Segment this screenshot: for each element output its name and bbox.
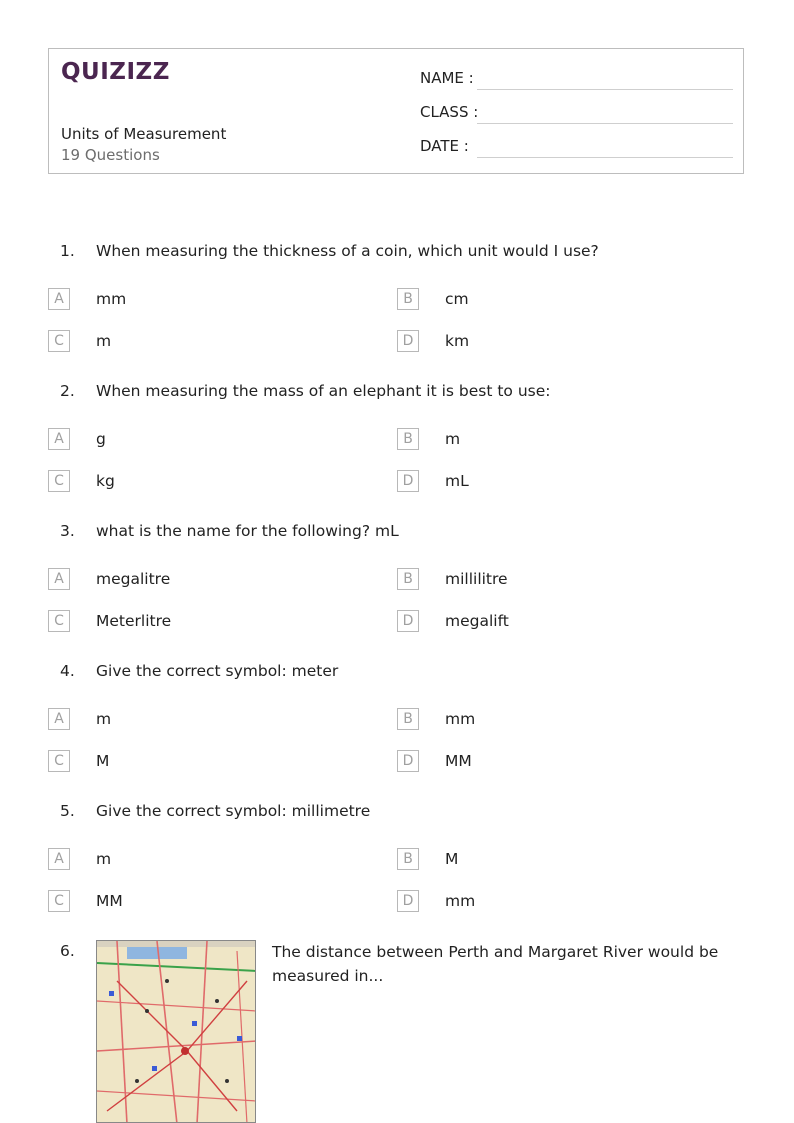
question-number: 3. [60,522,75,540]
option-letter-box[interactable]: C [48,890,70,912]
option-text: MM [445,752,472,770]
worksheet-title: Units of Measurement [61,125,227,143]
option-letter-box[interactable]: D [397,750,419,772]
map-graphic [97,941,256,1123]
option-text: m [96,332,112,350]
option-letter-box[interactable]: B [397,848,419,870]
option-text: km [445,332,470,350]
option-letter-box[interactable]: A [48,568,70,590]
option-text: megalift [445,612,509,630]
question-number: 4. [60,662,75,680]
option-letter-box[interactable]: B [397,288,419,310]
option-text: kg [96,472,115,490]
question-number: 5. [60,802,75,820]
question-count: 19 Questions [61,146,160,164]
option-text: M [445,850,459,868]
option-text: mm [445,892,476,910]
option-letter-box[interactable]: D [397,330,419,352]
option-letter-box[interactable]: A [48,848,70,870]
option-letter-box[interactable]: B [397,708,419,730]
option-text: mm [96,290,127,308]
option-letter-box[interactable]: D [397,890,419,912]
option-letter-box[interactable]: C [48,470,70,492]
question-number: 1. [60,242,75,260]
date-line[interactable] [477,157,733,158]
option-letter-box[interactable]: A [48,708,70,730]
option-letter-box[interactable]: D [397,610,419,632]
class-line[interactable] [477,123,733,124]
option-letter-box[interactable]: C [48,330,70,352]
option-text: M [96,752,110,770]
option-letter-box[interactable]: B [397,568,419,590]
option-text: millilitre [445,570,508,588]
option-text: m [96,710,112,728]
question-text: When measuring the mass of an elephant it is best to use: [96,382,551,400]
road-map-image [96,940,256,1123]
question-text: Give the correct symbol: millimetre [96,802,371,820]
option-text: m [445,430,461,448]
name-label: NAME : [420,69,474,87]
worksheet-header [48,48,744,174]
option-letter-box[interactable]: D [397,470,419,492]
question-number: 2. [60,382,75,400]
option-letter-box[interactable]: C [48,750,70,772]
option-text: m [96,850,112,868]
option-text: Meterlitre [96,612,172,630]
option-text: mm [445,710,476,728]
option-letter-box[interactable]: A [48,288,70,310]
option-letter-box[interactable]: B [397,428,419,450]
question-text: The distance between Perth and Margaret River would be measured in... [272,943,719,985]
date-label: DATE : [420,137,469,155]
option-text: cm [445,290,469,308]
class-label: CLASS : [420,103,479,121]
question-text: Give the correct symbol: meter [96,662,339,680]
question-text: what is the name for the following? mL [96,522,399,540]
option-text: mL [445,472,469,490]
option-text: g [96,430,106,448]
option-text: MM [96,892,123,910]
option-letter-box[interactable]: A [48,428,70,450]
option-letter-box[interactable]: C [48,610,70,632]
quizizz-logo: QUIZIZZ [61,59,170,85]
question-text: When measuring the thickness of a coin, which unit would I use? [96,242,599,260]
option-text: megalitre [96,570,171,588]
name-line[interactable] [477,89,733,90]
question-number: 6. [60,942,75,960]
